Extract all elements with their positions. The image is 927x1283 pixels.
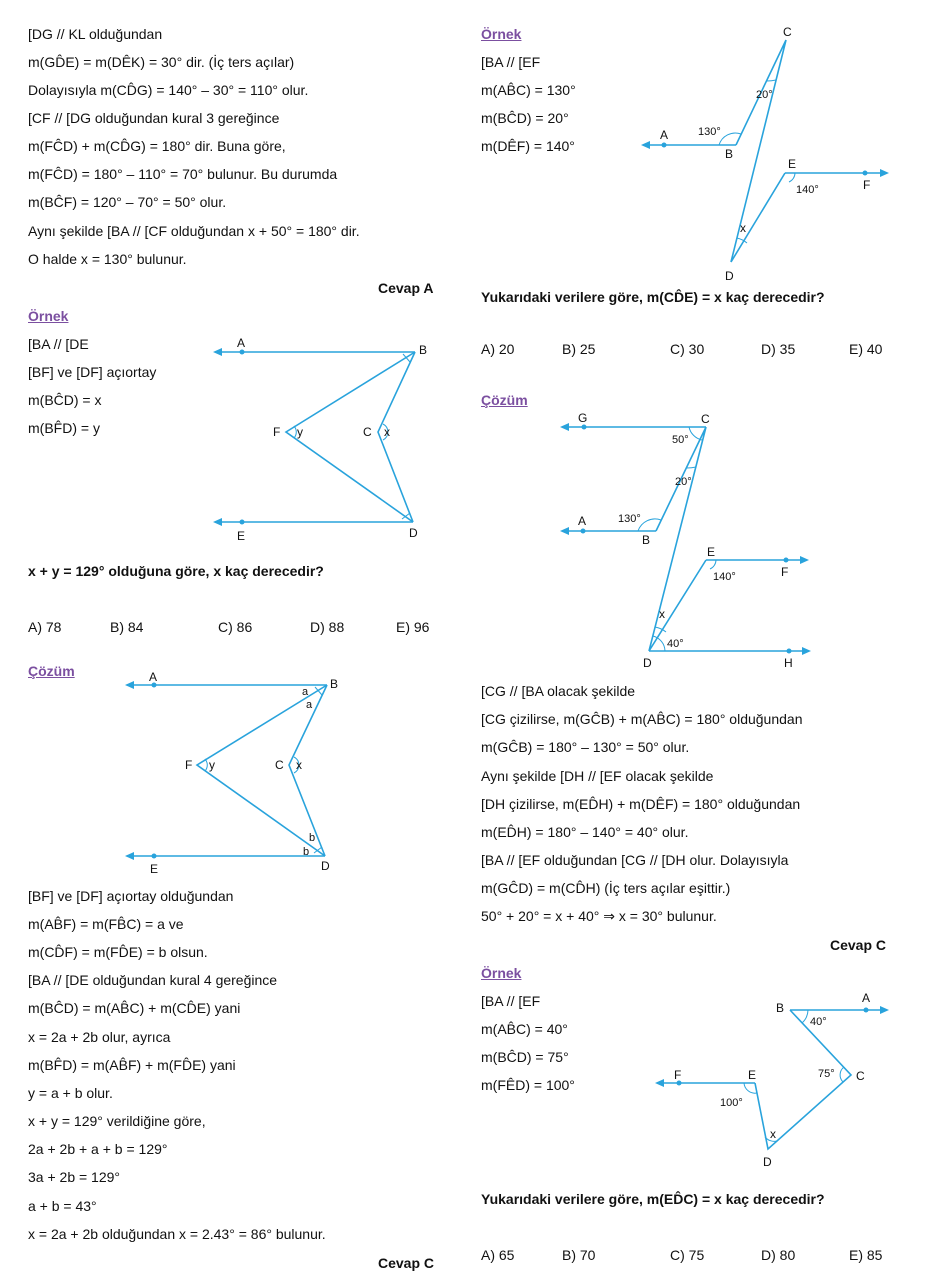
option: D) 35	[761, 341, 796, 357]
solution-line: a + b = 43°	[28, 1198, 97, 1214]
given-line: [BA // [DE	[28, 336, 89, 352]
option: B) 84	[110, 619, 144, 635]
option: B) 70	[562, 1247, 596, 1263]
label-c: C	[783, 25, 792, 39]
solution-line: m(GĈB) = 180° – 130° = 50° olur.	[481, 739, 690, 755]
given-line: m(FÊD) = 100°	[481, 1077, 575, 1093]
solution-line: [BA // [DE olduğundan kural 4 gereğince	[28, 972, 278, 988]
label-b: B	[330, 677, 339, 691]
label-angle-b: 130°	[698, 126, 721, 138]
label-a: A	[237, 336, 246, 350]
given-line: [BA // [EF	[481, 993, 541, 1009]
solution-line: m(GĈD) = m(CD̂H) (İç ters açılar eşittir.)	[481, 880, 731, 896]
intro-line: m(GD̂E) = m(DÊK) = 30° dir. (İç ters açılar)	[28, 54, 295, 70]
arrowhead-f	[655, 1079, 664, 1087]
label-f: F	[273, 425, 281, 439]
label-d: D	[321, 859, 330, 873]
label-c: C	[701, 412, 710, 426]
label-angle-b: 130°	[618, 513, 641, 525]
solution-line: x + y = 129° verildiğine göre,	[28, 1113, 206, 1129]
intro-line: m(FĈD) = 180° – 110° = 70° bulunur. Bu durumda	[28, 166, 338, 182]
label-x: x	[770, 1127, 776, 1141]
solution-line: m(BF̂D) = m(AB̂F) + m(FD̂E) yani	[28, 1057, 236, 1073]
label-f: F	[781, 565, 789, 579]
label-b-angle: b	[303, 846, 310, 858]
label-angle-b: 40°	[810, 1016, 827, 1028]
label-angle-gc: 50°	[672, 434, 689, 446]
label-d: D	[725, 269, 734, 283]
given-line: [BA // [EF	[481, 54, 541, 70]
option: C) 30	[670, 341, 705, 357]
label-a: A	[660, 128, 669, 142]
question-text: Yukarıdaki verilere göre, m(ED̂C) = x kaç derecedir?	[481, 1191, 825, 1207]
label-c: C	[856, 1069, 865, 1083]
label-b: B	[776, 1001, 785, 1015]
label-angle-c: 20°	[675, 476, 692, 488]
solution-line: Aynı şekilde [DH // [EF olacak şekilde	[481, 768, 714, 784]
label-b: B	[725, 147, 734, 161]
label-angle-d: 40°	[667, 638, 684, 650]
given-line: m(BF̂D) = y	[28, 420, 100, 436]
solution-line: [CG çizilirse, m(GĈB) + m(AB̂C) = 180° olduğundan	[481, 711, 803, 727]
label-b-angle: b	[309, 832, 316, 844]
solution-line: m(AB̂F) = m(FB̂C) = a ve	[28, 916, 184, 932]
label-a: A	[578, 514, 587, 528]
label-angle-e: 140°	[796, 184, 819, 196]
option: E) 40	[849, 341, 883, 357]
given-line: m(AB̂C) = 40°	[481, 1021, 568, 1037]
option: A) 65	[481, 1247, 515, 1263]
example-heading: Örnek	[28, 308, 69, 324]
label-h: H	[784, 656, 793, 670]
given-line: m(BĈD) = x	[28, 392, 102, 408]
solution-line: 50° + 20° = x + 40° ⇒ x = 30° bulunur.	[481, 908, 717, 924]
solution-line: m(ED̂H) = 180° – 140° = 40° olur.	[481, 824, 689, 840]
solution-line: 3a + 2b = 129°	[28, 1169, 121, 1185]
solution-line: y = a + b olur.	[28, 1085, 113, 1101]
answer-label: Cevap A	[378, 280, 434, 296]
label-e: E	[707, 545, 716, 559]
option: A) 20	[481, 341, 515, 357]
intro-line: Aynı şekilde [BA // [CF olduğundan x + 50° = 180° dir.	[28, 223, 360, 239]
label-a-angle: a	[302, 686, 309, 698]
label-f: F	[674, 1068, 682, 1082]
solution-line: x = 2a + 2b olur, ayrıca	[28, 1029, 171, 1045]
solution-line: m(CD̂F) = m(FD̂E) = b olsun.	[28, 944, 208, 960]
label-x: x	[384, 425, 390, 439]
given-line: m(BĈD) = 20°	[481, 110, 569, 126]
label-a: A	[862, 991, 871, 1005]
option: D) 80	[761, 1247, 796, 1263]
label-y: y	[209, 758, 215, 772]
option: C) 86	[218, 619, 253, 635]
label-a-angle: a	[306, 699, 313, 711]
option: D) 88	[310, 619, 345, 635]
answer-label: Cevap C	[378, 1255, 435, 1271]
solution-heading: Çözüm	[481, 392, 528, 408]
solution-line: [CG // [BA olacak şekilde	[481, 683, 636, 699]
label-d: D	[409, 526, 418, 540]
label-d: D	[763, 1155, 772, 1169]
question-text: x + y = 129° olduğuna göre, x kaç derecedir?	[28, 563, 324, 579]
solution-line: [DH çizilirse, m(ED̂H) + m(DÊF) = 180° olduğundan	[481, 796, 801, 812]
label-f: F	[863, 178, 871, 192]
point-a	[864, 1008, 869, 1013]
intro-line: O halde x = 130° bulunur.	[28, 251, 187, 267]
option: E) 96	[396, 619, 430, 635]
example-heading: Örnek	[481, 26, 522, 42]
intro-line: m(BĈF) = 120° – 70° = 50° olur.	[28, 194, 227, 210]
label-g: G	[578, 411, 588, 425]
given-line: m(DÊF) = 140°	[481, 138, 575, 154]
label-angle-c: 75°	[818, 1068, 835, 1080]
given-line: [BF] ve [DF] açıortay	[28, 364, 157, 380]
given-line: m(AB̂C) = 130°	[481, 82, 576, 98]
solution-heading: Çözüm	[28, 663, 75, 679]
intro-line: m(FĈD) + m(CD̂G) = 180° dir. Buna göre,	[28, 138, 286, 154]
label-c: C	[363, 425, 372, 439]
arc-b	[802, 1010, 808, 1023]
label-angle-e: 140°	[713, 571, 736, 583]
label-d: D	[643, 656, 652, 670]
solution-line: [BA // [EF olduğundan [CG // [DH olur. Dolayısıyla	[481, 852, 789, 868]
label-c: C	[275, 758, 284, 772]
label-angle-c: 20°	[756, 89, 773, 101]
label-f: F	[185, 758, 193, 772]
option: E) 85	[849, 1247, 883, 1263]
solution-line: 2a + 2b + a + b = 129°	[28, 1141, 168, 1157]
label-b: B	[419, 343, 428, 357]
label-x: x	[296, 758, 302, 772]
label-y: y	[297, 425, 303, 439]
solution-line: m(BĈD) = m(AB̂C) + m(CD̂E) yani	[28, 1000, 241, 1016]
label-e: E	[748, 1068, 757, 1082]
label-e: E	[237, 529, 246, 543]
label-angle-e: 100°	[720, 1097, 743, 1109]
label-b: B	[642, 533, 651, 547]
label-x: x	[659, 607, 665, 621]
question-text: Yukarıdaki verilere göre, m(CD̂E) = x kaç derecedir?	[481, 289, 825, 305]
answer-label: Cevap C	[830, 937, 887, 953]
intro-line: [DG // KL olduğundan	[28, 26, 163, 42]
arrowhead-a	[880, 1006, 889, 1014]
option: B) 25	[562, 341, 596, 357]
solution-line: [BF] ve [DF] açıortay olduğundan	[28, 888, 234, 904]
option: C) 75	[670, 1247, 705, 1263]
arc-c	[840, 1067, 844, 1082]
solution-line: x = 2a + 2b olduğundan x = 2.43° = 86° bulunur.	[28, 1226, 326, 1242]
label-e: E	[788, 157, 797, 171]
label-a: A	[149, 670, 158, 684]
option: A) 78	[28, 619, 62, 635]
intro-line: Dolayısıyla m(CD̂G) = 140° – 30° = 110° olur.	[28, 82, 309, 98]
intro-line: [CF // [DG olduğundan kural 3 gereğince	[28, 110, 280, 126]
label-e: E	[150, 862, 159, 876]
example-heading: Örnek	[481, 965, 522, 981]
label-x: x	[740, 221, 746, 235]
given-line: m(BĈD) = 75°	[481, 1049, 569, 1065]
